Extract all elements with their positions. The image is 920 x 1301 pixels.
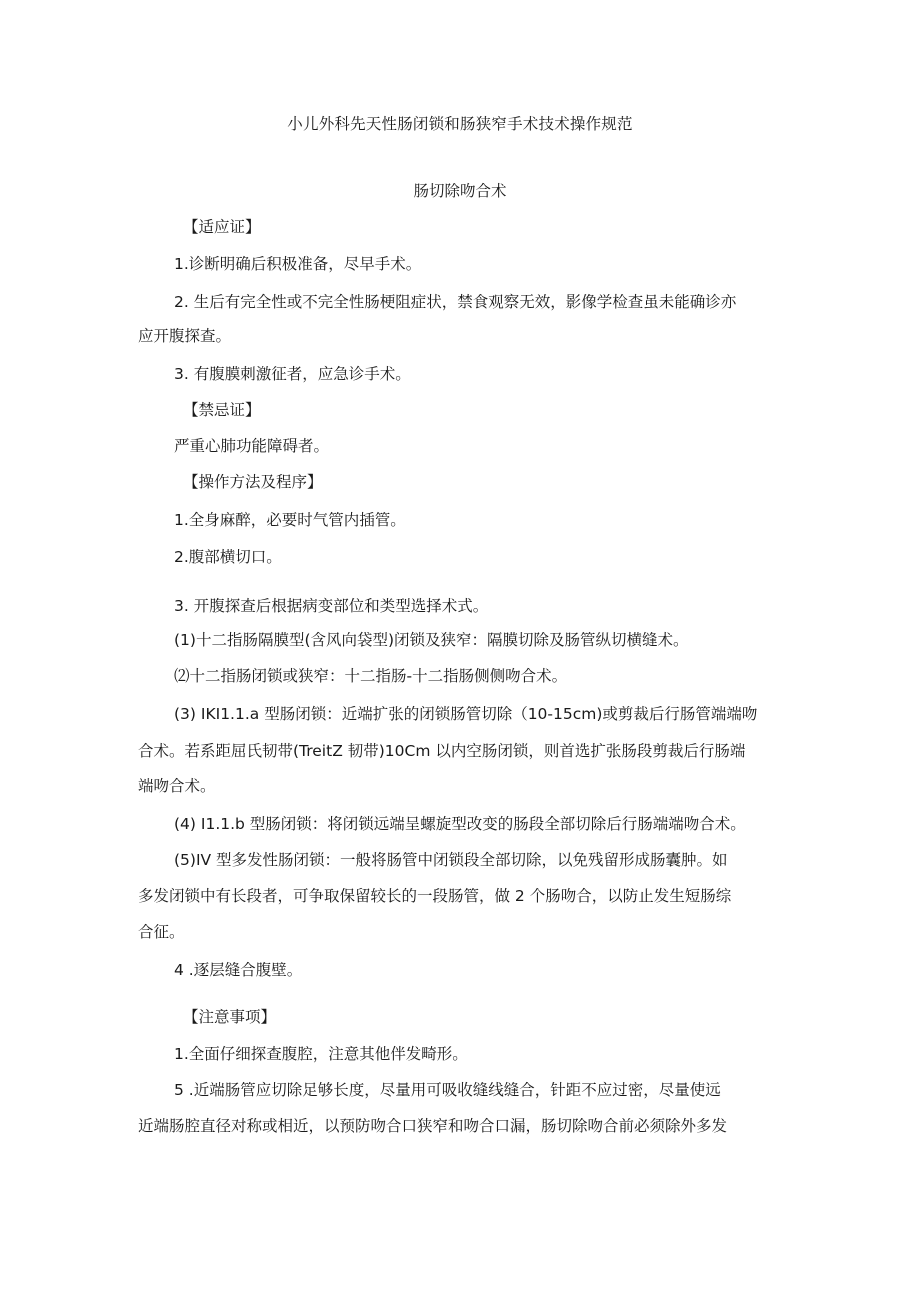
- procedure-3-4: (4) I1.1.b 型肠闭锁：将闭锁远端呈螺旋型改变的肠段全部切除后行肠端端吻合术。: [174, 815, 746, 833]
- contraindications-heading: 【禁忌证】: [183, 401, 261, 419]
- contraindication-1: 严重心肺功能障碍者。: [174, 437, 330, 455]
- procedure-1: 1.全身麻醉，必要时气管内插管。: [174, 511, 406, 529]
- procedure-2: 2.腹部横切口。: [174, 548, 282, 566]
- procedure-3: 3. 开腹探查后根据病变部位和类型选择术式。: [174, 597, 489, 615]
- indication-2-a: 2. 生后有完全性或不完全性肠梗阻症状，禁食观察无效，影像学检查虽未能确诊亦: [174, 293, 737, 311]
- procedure-3-5-a: (5)IV 型多发性肠闭锁：一般将肠管中闭锁段全部切除，以免残留形成肠囊肿。如: [174, 851, 728, 869]
- indication-2-b: 应开腹探查。: [138, 327, 232, 345]
- section-title: 肠切除吻合术: [413, 182, 507, 200]
- procedure-3-1: (1)十二指肠隔膜型(含风向袋型)闭锁及狭窄：隔膜切除及肠管纵切横缝术。: [174, 631, 689, 649]
- procedure-3-3-b: 合术。若系距屈氏韧带(TreitZ 韧带)10Cm 以内空肠闭锁，则首选扩张肠段剪裁后行肠端: [138, 742, 746, 760]
- procedure-heading: 【操作方法及程序】: [183, 473, 323, 491]
- procedure-4: 4 .逐层缝合腹壁。: [174, 961, 303, 979]
- procedure-3-5-c: 合征。: [138, 923, 185, 941]
- document-title: 小儿外科先天性肠闭锁和肠狭窄手术技术操作规范: [287, 115, 633, 133]
- procedure-3-3-a: (3) IKI1.1.a 型肠闭锁：近端扩张的闭锁肠管切除（10-15cm)或剪裁后行肠管端端吻: [174, 705, 758, 723]
- notes-heading: 【注意事项】: [183, 1008, 277, 1026]
- indication-3: 3. 有腹膜刺激征者，应急诊手术。: [174, 365, 411, 383]
- note-5-b: 近端肠腔直径对称或相近，以预防吻合口狭窄和吻合口漏，肠切除吻合前必须除外多发: [138, 1117, 728, 1135]
- procedure-3-3-c: 端吻合术。: [138, 777, 216, 795]
- indications-heading: 【适应证】: [183, 218, 261, 236]
- indication-1: 1.诊断明确后积极准备，尽早手术。: [174, 255, 422, 273]
- procedure-3-2: ⑵十二指肠闭锁或狭窄：十二指肠-十二指肠侧侧吻合术。: [174, 667, 568, 685]
- procedure-3-5-b: 多发闭锁中有长段者，可争取保留较长的一段肠管，做 2 个肠吻合，以防止发生短肠综: [138, 887, 732, 905]
- note-5-a: 5 .近端肠管应切除足够长度，尽量用可吸收缝线缝合，针距不应过密，尽量使远: [174, 1081, 721, 1099]
- note-1: 1.全面仔细探查腹腔，注意其他伴发畸形。: [174, 1045, 468, 1063]
